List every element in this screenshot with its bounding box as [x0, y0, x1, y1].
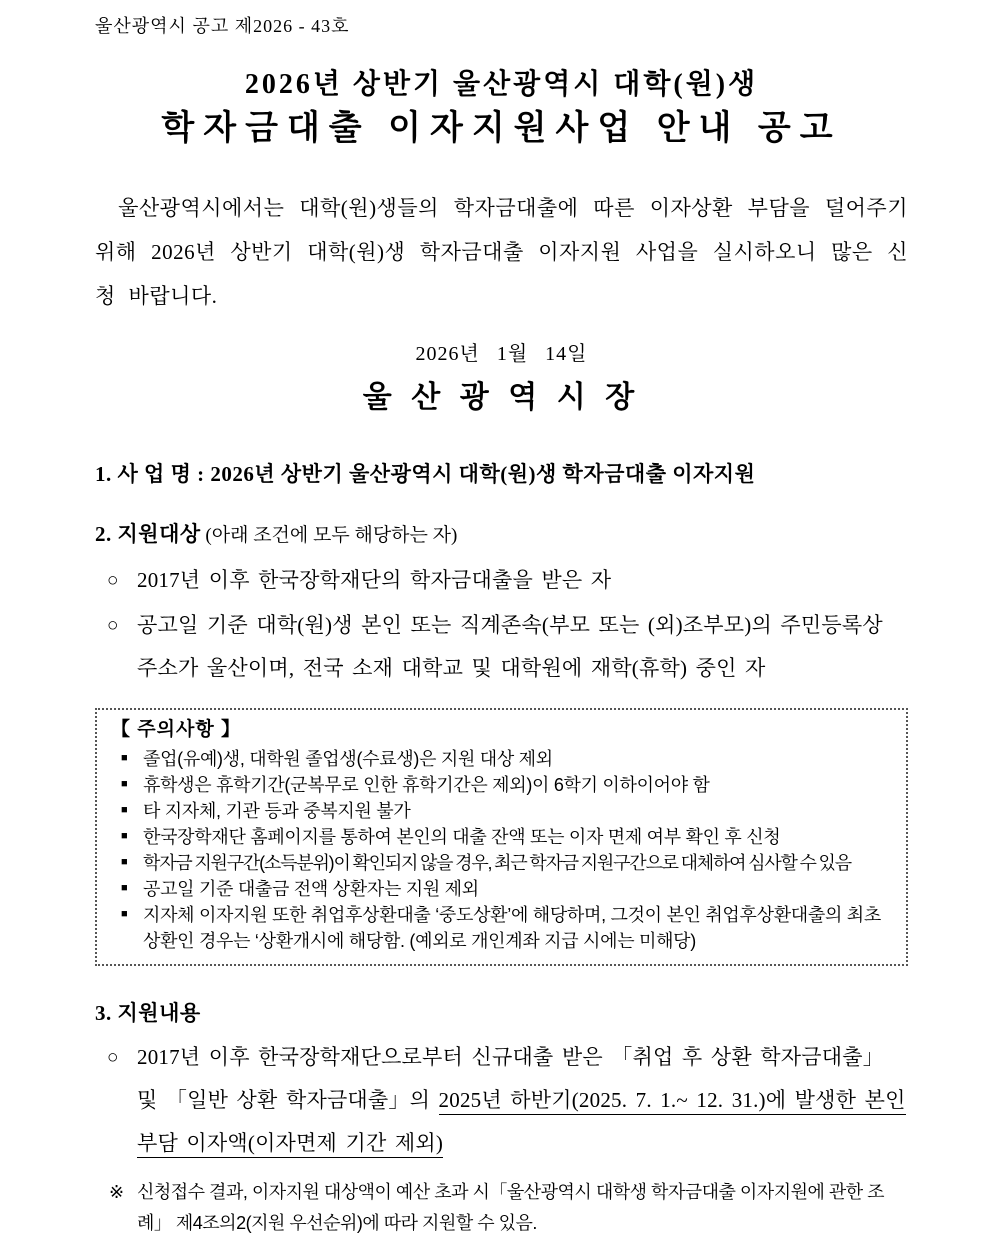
- support-target-item: [95, 604, 908, 690]
- caution-item-text: 졸업(유예)생, 대학원 졸업생(수료생)은 지원 대상 제외: [143, 749, 553, 769]
- caution-box-title: 【 주의사항 】: [111, 719, 241, 740]
- square-bullet-icon: ■: [121, 830, 128, 842]
- support-content-underlined-text: 2025년 하반기(2025. 7. 1.~ 12. 31.)에 발생한 본인 부담 이자액(이자면제 기간 제외): [137, 1088, 906, 1158]
- section-2-heading: [95, 519, 908, 551]
- caution-item: [111, 746, 896, 772]
- caution-item-text: 학자금 지원구간(소득분위)이 확인되지 않을 경우, 최근 학자금 지원구간으로 대체하여 심사할 수 있음: [143, 853, 851, 873]
- square-bullet-icon: ■: [121, 804, 128, 816]
- caution-list: [111, 746, 896, 954]
- caution-item: [111, 876, 896, 902]
- support-target-item-text: 2017년 이후 한국장학재단의 학자금대출을 받은 자: [137, 568, 612, 592]
- support-content-item: [95, 1036, 908, 1165]
- notice-number: 울산광역시 공고 제2026 - 43호: [95, 16, 350, 36]
- support-content-item-text: 2017년 이후 한국장학재단으로부터 신규대출 받은 「취업 후 상환 학자금대출」 및 「일반 상환 학자금대출」의: [137, 1045, 884, 1112]
- section-1-heading: 1. 사 업 명 : 2026년 상반기 울산광역시 대학(원)생 학자금대출 이자지원: [95, 462, 756, 486]
- support-target-item: [95, 559, 908, 602]
- priority-note-text: 신청접수 결과, 이자지원 대상액이 예산 초과 시「울산광역시 대학생 학자금대출 이자지원에 관한 조례」 제4조의2(지원 우선순위)에 따라 지원할 수 있음.: [137, 1182, 885, 1233]
- circle-bullet-icon: ○: [107, 1047, 119, 1068]
- section-2-heading-bold: 2. 지원대상: [95, 522, 201, 546]
- caution-item-text: 공고일 기준 대출금 전액 상환자는 지원 제외: [143, 879, 479, 899]
- signer-mayor: 울 산 광 역 시 장: [362, 381, 641, 414]
- page-title-line-2: 학자금대출 이자지원사업 안내 공고: [161, 110, 842, 147]
- caution-item-text: 한국장학재단 홈페이지를 통하여 본인의 대출 잔액 또는 이자 면제 여부 확인 후 신청: [143, 827, 781, 847]
- caution-item: [111, 798, 896, 824]
- square-bullet-icon: ■: [121, 856, 127, 868]
- announcement-date: 2026년 1월 14일: [415, 343, 588, 365]
- caution-item: [111, 824, 896, 850]
- title-block: [95, 66, 908, 152]
- caution-item: [111, 902, 896, 954]
- square-bullet-icon: ■: [121, 752, 128, 764]
- circle-bullet-icon: ○: [107, 615, 119, 636]
- caution-item-text: 휴학생은 휴학기간(군복무로 인한 휴학기간은 제외)이 6학기 이하이어야 함: [143, 775, 710, 795]
- section-3-heading: 3. 지원내용: [95, 1001, 201, 1025]
- support-target-item-text: 공고일 기준 대학(원)생 본인 또는 직계존속(부모 또는 (외)조부모)의 주민등록상 주소가 울산이며, 전국 소재 대학교 및 대학원에 재학(휴학) 중인 자: [137, 613, 883, 680]
- square-bullet-icon: ■: [121, 908, 128, 920]
- caution-box: [95, 708, 908, 966]
- square-bullet-icon: ■: [121, 778, 128, 790]
- circle-bullet-icon: ○: [107, 570, 119, 591]
- support-content-list: [95, 1036, 908, 1165]
- caution-item-text: 타 지자체, 기관 등과 중복지원 불가: [143, 801, 411, 821]
- support-target-list: [95, 559, 908, 690]
- square-bullet-icon: ■: [121, 882, 128, 894]
- page-title-line-1: 2026년 상반기 울산광역시 대학(원)생: [244, 69, 759, 100]
- caution-item-text: 지자체 이자지원 또한 취업후상환대출 ‘중도상환’에 해당하며, 그것이 본인 취업후상환대출의 최초 상환인 경우는 ‘상환개시에 해당함. (예외로 개인계좌 지급 시에는 미해당): [143, 905, 881, 951]
- section-2-heading-note: (아래 조건에 모두 해당하는 자): [200, 525, 458, 546]
- caution-item: [111, 850, 896, 876]
- reference-mark-icon: ※: [109, 1182, 124, 1202]
- intro-paragraph: 울산광역시에서는 대학(원)생들의 학자금대출에 따른 이자상환 부담을 덜어주기 위해 2026년 상반기 대학(원)생 학자금대출 이자지원 사업을 실시하오니 많은 신청 바랍니다.: [95, 196, 908, 308]
- caution-item: [111, 772, 896, 798]
- priority-note: [95, 1177, 908, 1239]
